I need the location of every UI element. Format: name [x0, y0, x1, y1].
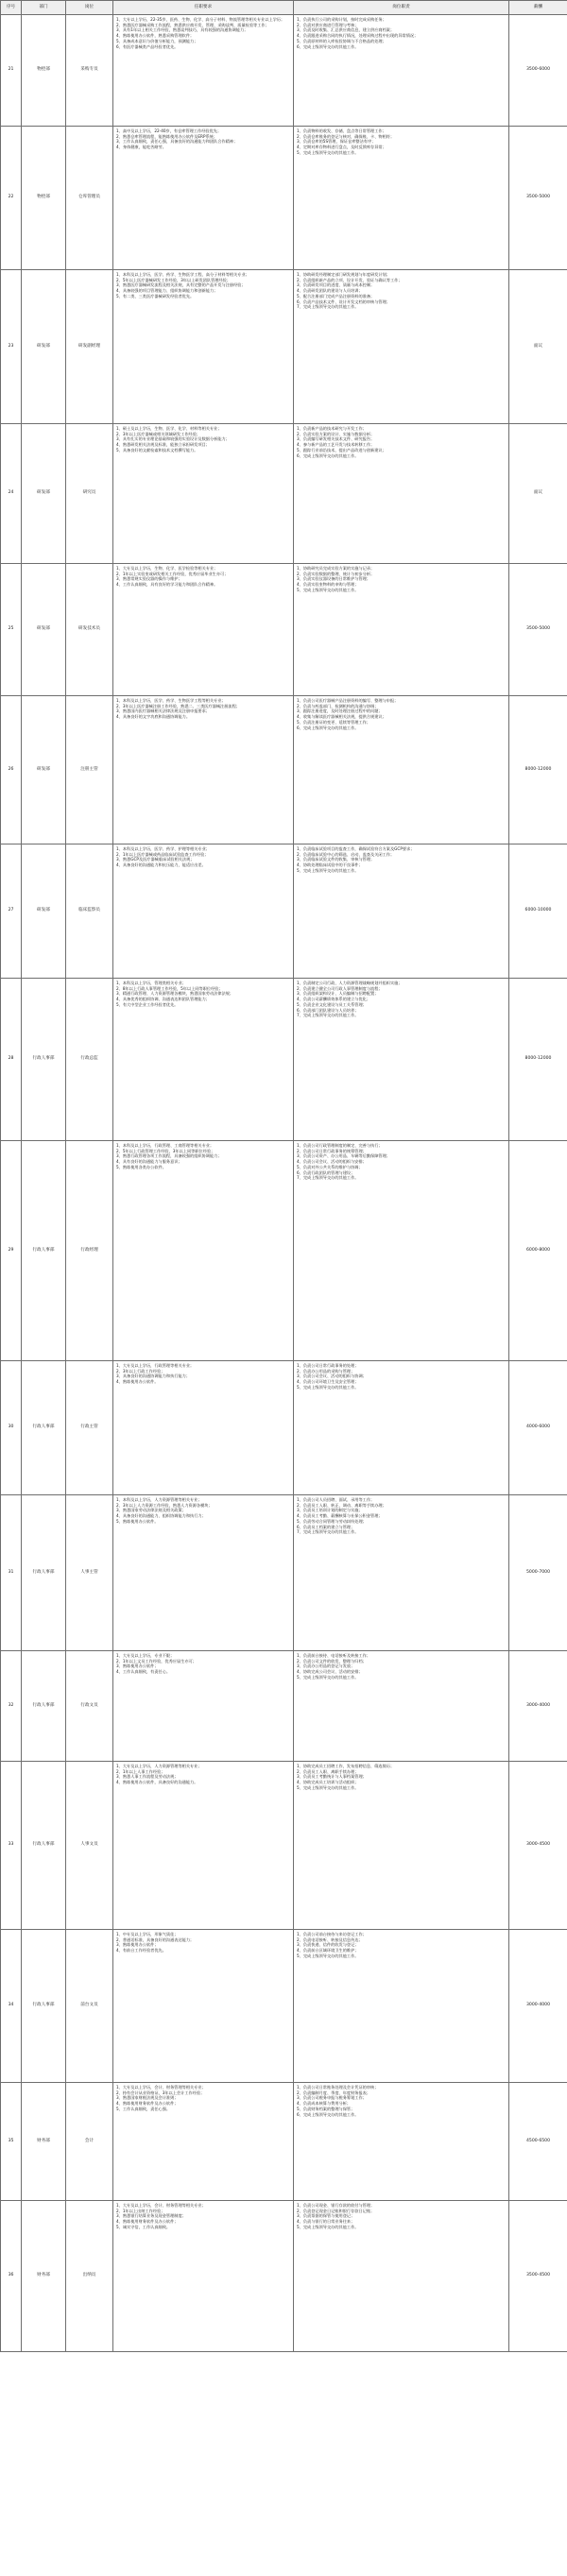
row-position: 出纳员 [66, 2201, 113, 2352]
row-number: 33 [1, 1762, 22, 1930]
row-position: 人事文员 [66, 1762, 113, 1930]
requirement-line: 4、工作认真细致，有责任心。 [116, 1669, 171, 1675]
table-row [1, 564, 567, 696]
requirement-line: 1、本科及以上学历，行政管理、工商管理等相关专业； [116, 1143, 215, 1148]
requirement-line: 1、大专及以上学历，生物、化学、医学检验等相关专业； [116, 566, 218, 571]
row-salary: 3000-4500 [509, 1762, 567, 1930]
row-department: 物控部 [22, 127, 66, 270]
table-row [1, 979, 567, 1141]
requirement-line: 1、中专及以上学历，形象气质佳； [116, 1932, 179, 1936]
duty-line: 1、协助完成员工招聘工作，发布招聘信息、筛选简历； [297, 1764, 395, 1768]
row-requirements [113, 844, 294, 979]
duty-line: 2、负责仓库账务的登记与核对，确保账、卡、物相符； [297, 133, 395, 139]
duty-line: 1、负责公司前台接待与来访登记工作； [297, 1932, 367, 1936]
duty-line: 3、负责组织架构设计、人员编制与招聘配置； [297, 991, 379, 997]
duty-line: 7、完成上级领导交办的其他工作。 [297, 1529, 359, 1535]
row-number: 21 [1, 15, 22, 127]
duty-line: 6、完成上级领导交办的其他工作。 [297, 725, 359, 730]
requirement-line: 2、熟悉医疗器械采购工作流程，熟悉供应商开发、管理、采购谈判、质量检验等工作； [116, 22, 269, 27]
duty-line: 3、负责编写研发相关技术文件、研究报告； [297, 436, 375, 442]
duty-line: 4、负责员工考勤、薪酬核算与社保公积金管理； [297, 1513, 383, 1519]
requirement-line: 2、1年以上医疗器械或药品临床试验监查工作经验； [116, 851, 209, 857]
row-duties [294, 979, 509, 1141]
duty-line: 1、协助研发经理制定部门研发规划与年度研发计划； [297, 272, 390, 277]
duty-line: 4、收集与解读医疗器械相关法规，提供合规建议； [297, 714, 387, 720]
requirement-line: 3、工作认真细致，责任心强，具备良好的沟通能力和团队合作精神； [116, 139, 238, 145]
duty-line: 5、负责注册证的变更、延续等管理工作； [297, 719, 371, 725]
duty-line: 4、负责公司环境卫生及安全管理； [297, 1379, 359, 1385]
row-requirements [113, 2083, 294, 2201]
row-department: 行政人事部 [22, 1361, 66, 1495]
duty-line: 5、完成上级领导交办的其他工作。 [297, 1953, 359, 1958]
requirement-line: 4、熟练使用财务软件及办公软件； [116, 2101, 179, 2107]
table-row [1, 844, 567, 979]
requirement-line: 3、熟悉医疗器械研发流程及相关法规，具有完整的产品开发与注册经验； [116, 282, 246, 288]
row-duties [294, 1495, 509, 1651]
duty-line: 3、负责及时收集、汇总供应商信息，建立供应商档案； [297, 27, 395, 33]
duty-line: 1、负责公司日常账务处理及会计凭证的审核； [297, 2085, 379, 2090]
duty-line: 2、负责组织新产品的立项、设计开发、验证与确认等工作； [297, 277, 403, 282]
row-department: 行政人事部 [22, 1762, 66, 1930]
duty-line: 4、负责公司薪酬绩效体系的建立与优化； [297, 997, 371, 1002]
duty-line: 2、负责电话接听、转接及信息传达； [297, 1936, 363, 1942]
requirement-line: 1、大专及以上学历，行政管理等相关专业； [116, 1363, 195, 1368]
duty-line: 1、负责前台接待、电话接听及转接工作； [297, 1653, 371, 1658]
row-position: 研发技术员 [66, 564, 113, 696]
row-requirements [113, 696, 294, 844]
row-duties [294, 696, 509, 844]
row-department: 行政人事部 [22, 979, 66, 1141]
duty-line: 5、完成上级领导交办的其他工作。 [297, 1674, 359, 1680]
requirement-line: 5、诚实守信，工作认真细致。 [116, 2224, 171, 2229]
row-salary: 3000-4000 [509, 1930, 567, 2083]
duty-line: 4、协助完成公司会议、活动的安排； [297, 1669, 363, 1675]
requirement-line: 4、身体健康，能吃苦耐劳。 [116, 145, 166, 150]
duty-line: 1、协助研究员完成实验方案的实施与记录； [297, 566, 375, 571]
row-number: 25 [1, 564, 22, 696]
duty-line: 2、负责实验方案的设计、实施与数据分析； [297, 431, 375, 436]
requirement-line: 4、具有良好的沟通能力与服务意识； [116, 1159, 182, 1165]
requirement-line: 1、高中及以上学历，22-40岁，有仓库管理工作经验优先； [116, 128, 222, 133]
row-requirements [113, 564, 294, 696]
duty-line: 6、完成上级领导交办的其他工作。 [297, 43, 359, 49]
header-no: 序号 [1, 1, 22, 15]
row-department: 行政人事部 [22, 1495, 66, 1651]
requirement-line: 2、3年以上医疗器械注册工作经验，熟悉二、三类医疗器械注册流程； [116, 703, 240, 708]
requirement-line: 1、硕士及以上学历，生物、医学、化学、材料等相关专业； [116, 426, 222, 431]
row-requirements [113, 15, 294, 127]
row-duties [294, 270, 509, 424]
duty-line: 5、负责财务档案的整理与保管； [297, 2106, 355, 2111]
duty-line: 3、负责办公用品的登记与发放； [297, 1663, 355, 1669]
row-number: 24 [1, 424, 22, 564]
row-position: 会计 [66, 2083, 113, 2201]
duty-line: 5、负责劳动合同管理与劳动纠纷处理； [297, 1518, 367, 1524]
duty-line: 2、负责实验数据的整理、统计与初步分析； [297, 571, 375, 576]
row-salary: 3500-4500 [509, 2201, 567, 2352]
row-salary: 8000-12000 [509, 696, 567, 844]
requirement-line: 5、有大中型企业工作经验者优先。 [116, 1001, 179, 1007]
duty-line: 3、负责实验仪器设备的日常维护与管理； [297, 576, 371, 582]
row-department: 物控部 [22, 15, 66, 127]
requirement-line: 2、1年以上人事工作经验； [116, 1768, 165, 1774]
row-department: 行政人事部 [22, 1651, 66, 1762]
duty-line: 3、负责员工培训计划的制定与实施； [297, 1508, 363, 1513]
row-department: 行政人事部 [22, 1141, 66, 1361]
requirement-line: 4、有前台工作经验者优先。 [116, 1948, 166, 1953]
row-requirements [113, 270, 294, 424]
duty-line: 1、负责执行公司的采购计划，按时完成采购任务； [297, 17, 387, 22]
requirement-line: 1、本科及以上学历，医学、药学、生物医学工程等相关专业； [116, 698, 226, 703]
duty-line: 1、负责公司现金、银行存款的收付与管理； [297, 2203, 375, 2208]
row-department: 行政人事部 [22, 1930, 66, 2083]
duty-line: 4、负责研发团队的建设与人员培训； [297, 288, 363, 294]
row-duties [294, 2201, 509, 2352]
duty-line: 4、参与新产品的工艺开发与技术转移工作； [297, 442, 375, 448]
requirement-line: 4、具备良好的沟通能力和抗压能力，能适应出差。 [116, 862, 206, 868]
row-requirements [113, 1361, 294, 1495]
duty-line: 6、完成上级领导交办的其他工作。 [297, 452, 359, 458]
requirement-line: 4、熟练使用办公软件，熟悉采购管理软件； [116, 33, 195, 39]
requirement-line: 4、具备优秀的组织协调、沟通表达和团队管理能力； [116, 997, 210, 1002]
requirement-line: 2、1年以上出纳工作经验； [116, 2208, 165, 2213]
duty-line: 5、完成上级领导交办的其他工作。 [297, 149, 359, 155]
row-number: 27 [1, 844, 22, 979]
requirement-line: 2、普通话标准，具备良好的沟通表达能力； [116, 1936, 195, 1942]
duty-line: 1、负责新产品的技术研究与开发工作； [297, 426, 367, 431]
row-position: 人事主管 [66, 1495, 113, 1651]
row-number: 28 [1, 979, 22, 1141]
table-row [1, 15, 567, 127]
requirement-line: 2、持有会计从业资格证，3年以上会计工作经验； [116, 2090, 205, 2095]
duty-line: 5、负责原材料的入库检验协调与不合格品的处理； [297, 38, 387, 43]
requirement-line: 3、熟悉常规实验仪器的操作与维护； [116, 576, 182, 582]
requirement-line: 5、熟练使用各类办公软件。 [116, 1164, 166, 1169]
requirement-line: 3、熟练使用办公软件； [116, 1663, 159, 1669]
duty-line: 5、完成上级领导交办的其他工作。 [297, 2224, 359, 2229]
row-duties [294, 1930, 509, 2083]
requirement-line: 4、工作认真细致，具有良好的学习能力和团队合作精神。 [116, 582, 218, 588]
table-row [1, 424, 567, 564]
row-number: 26 [1, 696, 22, 844]
row-department: 财务部 [22, 2083, 66, 2201]
row-duties [294, 1762, 509, 1930]
duty-line: 3、跟踪注册进度，及时处理注册过程中的问题； [297, 708, 383, 714]
duty-line: 5、完成上级领导交办的其他工作。 [297, 587, 359, 592]
row-number: 32 [1, 1651, 22, 1762]
duty-line: 2、负责与药监部门、检测机构的沟通与协调； [297, 703, 379, 708]
duty-line: 6、负责部门团队建设与人员培养； [297, 1007, 359, 1013]
row-salary: 3500-5000 [509, 564, 567, 696]
requirement-line: 1、大专以上学历，22-35岁，医药、生物、化学、高分子材料、物流管理等相关专业以上学历； [116, 17, 285, 22]
duty-line: 3、负责员工考勤统计与人事档案管理； [297, 1774, 367, 1780]
table-header-row [1, 1, 567, 15]
row-salary: 3000-4000 [509, 1651, 567, 1762]
duty-line: 2、负责临床试验中心的筛选、启动、监查及关闭工作； [297, 851, 395, 857]
duty-line: 6、负责员工档案的建立与管理； [297, 1524, 355, 1529]
row-salary: 6000-10000 [509, 844, 567, 979]
requirement-line: 5、有二类、三类医疗器械研发经验者优先。 [116, 293, 195, 299]
requirement-line: 3、熟练使用办公软件； [116, 1942, 159, 1948]
requirement-line: 1、大专及以上学历，专业不限； [116, 1653, 175, 1658]
requirement-line: 4、具备良好的沟通能力、组织协调能力和执行力； [116, 1513, 206, 1519]
requirement-line: 2、熟悉仓库管理流程，能熟练使用办公软件及ERP系统； [116, 133, 218, 139]
row-salary: 5000-7000 [509, 1495, 567, 1651]
duty-line: 6、负责产品技术文件、设计开发文档的审核与管理； [297, 299, 390, 304]
duty-line: 3、负责公司资产、办公用品、车辆等后勤保障管理； [297, 1153, 390, 1159]
row-duties [294, 564, 509, 696]
row-duties [294, 15, 509, 127]
requirement-line: 2、3年以上行政工作经验； [116, 1368, 165, 1373]
row-requirements [113, 979, 294, 1141]
duty-line: 5、跟踪行业前沿技术，提出产品改进与创新建议； [297, 447, 387, 452]
duty-line: 5、完成上级领导交办的其他工作。 [297, 1784, 359, 1790]
row-salary: 4000-6000 [509, 1361, 567, 1495]
requirement-line: 2、1年以上文员工作经验，优秀应届生亦可； [116, 1658, 197, 1663]
duty-line: 2、负责办公用品的采购与管理； [297, 1368, 355, 1373]
row-requirements [113, 1141, 294, 1361]
requirement-line: 2、3年以上人力资源工作经验，熟悉人力资源各模块； [116, 1502, 213, 1508]
duty-line: 2、负责公司文件的收发、整理与归档； [297, 1658, 367, 1663]
duty-line: 3、负责公司会议、活动的组织与协调； [297, 1373, 367, 1379]
requirement-line: 5、熟练使用办公软件。 [116, 1518, 159, 1524]
requirement-line: 6、有医疗器械类产品经验者优先。 [116, 43, 179, 49]
row-position: 行政主管 [66, 1361, 113, 1495]
row-number: 34 [1, 1930, 22, 2083]
header-post: 岗位 [66, 1, 113, 15]
row-salary: 3500-6000 [509, 15, 567, 127]
header-duties: 岗位职责 [294, 1, 509, 15]
duty-line: 6、负责行政团队的管理与建设； [297, 1169, 355, 1175]
row-salary: 6000-8000 [509, 1141, 567, 1361]
duty-line: 5、负责对外公共关系的维护与协调； [297, 1164, 363, 1169]
duty-line: 7、完成上级领导交办的其他工作。 [297, 1013, 359, 1018]
row-requirements [113, 2201, 294, 2352]
duty-line: 2、负责登记现金日记账和银行存款日记账； [297, 2208, 375, 2213]
duty-line: 3、负责公司税务申报与税务筹划工作； [297, 2095, 367, 2101]
row-salary: 面议 [509, 270, 567, 424]
row-requirements [113, 1930, 294, 2083]
duty-line: 2、负责员工入职、离职手续办理； [297, 1768, 359, 1774]
table-row [1, 2201, 567, 2352]
duty-line: 4、负责成本核算与费用分析； [297, 2101, 352, 2107]
duty-line: 5、配合注册部门完成产品注册资料的准备； [297, 293, 375, 299]
row-requirements [113, 1651, 294, 1762]
requirement-line: 3、精通行政管理、人力资源管理各模块，熟悉国家劳动法律法规； [116, 991, 234, 997]
row-position: 行政总监 [66, 979, 113, 1141]
row-number: 31 [1, 1495, 22, 1651]
row-duties [294, 1651, 509, 1762]
row-position: 行政经理 [66, 1141, 113, 1361]
row-department: 研发部 [22, 844, 66, 979]
duty-line: 4、负责前台区域环境卫生的维护； [297, 1948, 359, 1953]
requirement-line: 3、熟悉国家财税法规及会计准则； [116, 2095, 179, 2101]
table-body [1, 15, 567, 2352]
table-row [1, 1141, 567, 1361]
row-duties [294, 424, 509, 564]
table-row [1, 696, 567, 844]
duty-line: 6、完成上级领导交办的其他工作。 [297, 2111, 359, 2117]
row-number: 23 [1, 270, 22, 424]
row-position: 采购专员 [66, 15, 113, 127]
duty-line: 1、负责制定公司行政、人力资源管理战略规划并组织实施； [297, 981, 403, 985]
duty-line: 1、负责公司日常行政事务的处理； [297, 1363, 359, 1368]
requirement-line: 1、本科及以上学历，管理类相关专业； [116, 981, 186, 985]
requirement-line: 3、熟悉行政管理各项工作流程，具备较强的组织协调能力； [116, 1153, 222, 1159]
row-position: 行政文员 [66, 1651, 113, 1762]
duty-line: 4、负责实验室物料的申购与管理； [297, 582, 359, 588]
requirement-line: 5、具备成本意识与价值分析能力，预测能力； [116, 38, 198, 43]
requirement-line: 3、具有1年以上相关工作经验，熟悉谈判技巧，具有较强的沟通协调能力； [116, 27, 249, 33]
table-row [1, 1930, 567, 2083]
requirement-line: 1、本科及以上学历，医学、药学、生物医学工程、高分子材料等相关专业； [116, 272, 249, 277]
table-row [1, 127, 567, 270]
row-salary: 4500-6500 [509, 2083, 567, 2201]
row-number: 29 [1, 1141, 22, 1361]
requirement-line: 4、熟练使用办公软件。 [116, 1379, 159, 1385]
duty-line: 3、负责快递、信件的收发与登记； [297, 1942, 359, 1948]
requirement-line: 2、5年以上行政管理工作经验，3年以上同等职位经验； [116, 1148, 215, 1153]
requirement-line: 1、大专及以上学历，人力资源管理等相关专业； [116, 1764, 202, 1768]
requirement-line: 3、具备良好的沟通协调能力和执行能力； [116, 1373, 191, 1379]
requirement-line: 2、3年以上医疗器械或相关领域研发工作经验； [116, 431, 201, 436]
row-number: 22 [1, 127, 22, 270]
header-requirements: 任职要求 [113, 1, 294, 15]
row-department: 研发部 [22, 424, 66, 564]
requirement-line: 1、大专及以上学历，会计、财务管理等相关专业； [116, 2203, 206, 2208]
duty-line: 1、负责物料的收发、存储、盘点等日常管理工作； [297, 128, 387, 133]
row-position: 临床监察员 [66, 844, 113, 979]
requirement-line: 2、8年以上行政人事管理工作经验，5年以上同等职位经验； [116, 985, 223, 991]
table-row [1, 270, 567, 424]
requirement-line: 4、熟悉研发相关法规及标准，能独立承担研发项目； [116, 442, 210, 448]
duty-line: 4、协助处理临床试验中的不良事件； [297, 862, 363, 868]
duty-line: 3、负责研发项目的进度、质量与成本控制； [297, 282, 375, 288]
requirement-line: 4、具备良好的文字功底和沟通协调能力。 [116, 714, 191, 720]
row-requirements [113, 1495, 294, 1651]
duty-line: 3、负责仓库的5S管理，保证仓库整洁有序； [297, 139, 376, 145]
row-duties [294, 1361, 509, 1495]
row-department: 财务部 [22, 2201, 66, 2352]
duty-line: 1、负责临床试验项目的监查工作，确保试验符合方案及GCP要求； [297, 846, 415, 851]
row-salary: 8000-12000 [509, 979, 567, 1141]
row-number: 36 [1, 2201, 22, 2352]
requirement-line: 1、本科及以上学历，医学、药学、护理等相关专业； [116, 846, 210, 851]
row-position: 研究员 [66, 424, 113, 564]
table-row [1, 2083, 567, 2201]
requirement-line: 4、熟练使用财务软件及办公软件； [116, 2219, 179, 2225]
requirement-line: 3、熟悉国内医疗器械相关法律法规及注册申报要求； [116, 708, 210, 714]
header-salary: 薪酬 [509, 1, 567, 15]
row-duties [294, 2083, 509, 2201]
row-department: 研发部 [22, 270, 66, 424]
row-duties [294, 844, 509, 979]
table-row [1, 1495, 567, 1651]
duty-line: 1、负责公司行政管理制度的制定、完善与执行； [297, 1143, 383, 1148]
requirement-line: 5、工作认真细致，责任心强。 [116, 2106, 171, 2111]
row-duties [294, 1141, 509, 1361]
duty-line: 7、完成上级领导交办的其他工作。 [297, 1175, 359, 1181]
duty-line: 3、负责票据的保管与使用登记； [297, 2213, 355, 2219]
table-row [1, 1651, 567, 1762]
row-position: 前台文员 [66, 1930, 113, 2083]
requirement-line: 3、熟悉银行结算业务及现金管理制度； [116, 2213, 186, 2219]
duty-line: 7、完成上级领导交办的其他工作。 [297, 304, 359, 310]
row-duties [294, 127, 509, 270]
duty-line: 4、负责跟进采购合同的执行情况，处理采购过程中出现的异常情况； [297, 33, 419, 39]
duty-line: 5、完成上级领导交办的其他工作。 [297, 867, 359, 873]
row-requirements [113, 424, 294, 564]
requirement-line: 5、具备良好的文献检索和技术文档撰写能力。 [116, 447, 198, 452]
requirement-line: 3、熟悉人事工作流程及劳动法规； [116, 1774, 179, 1780]
requirement-line: 2、5年以上医疗器械研发工作经验，3年以上研发团队管理经验； [116, 277, 232, 282]
row-salary: 3500-5000 [509, 127, 567, 270]
header-dept: 部门 [22, 1, 66, 15]
requirement-line: 4、熟练使用办公软件，具备良好的沟通能力。 [116, 1780, 198, 1785]
duty-line: 5、完成上级领导交办的其他工作。 [297, 1384, 359, 1390]
duty-line: 1、负责公司人员招聘、面试、录用等工作； [297, 1497, 375, 1502]
duty-line: 4、协助完成员工培训与活动组织； [297, 1780, 359, 1785]
requirement-line: 1、本科及以上学历，人力资源管理等相关专业； [116, 1497, 202, 1502]
duty-line: 4、定期对库存物料进行盘点，及时反馈库存异常； [297, 145, 387, 150]
duty-line: 2、负责编制月度、季度、年度财务报表； [297, 2090, 371, 2095]
requirement-line: 2、1年以上实验室或研发相关工作经验，优秀应届毕业生亦可； [116, 571, 229, 576]
requirement-line: 1、大专及以上学历，会计、财务管理等相关专业； [116, 2085, 206, 2090]
duty-line: 3、负责临床试验文件的收集、审核与管理； [297, 857, 375, 862]
row-department: 研发部 [22, 564, 66, 696]
requirement-line: 4、具备较强的项目管理能力、组织协调能力和创新能力； [116, 288, 218, 294]
duty-line: 2、负责对供应商进行管理与考核； [297, 22, 359, 27]
duty-line: 4、负责与银行的日常业务往来； [297, 2219, 355, 2225]
row-number: 35 [1, 2083, 22, 2201]
duty-line: 2、负责公司日常行政事务的统筹管理； [297, 1148, 367, 1153]
row-position: 仓库管理员 [66, 127, 113, 270]
row-number: 30 [1, 1361, 22, 1495]
requirement-line: 3、具有扎实的专业理论基础和较强的实验设计及数据分析能力； [116, 436, 230, 442]
duty-line: 1、负责公司医疗器械产品注册资料的编写、整理与申报； [297, 698, 399, 703]
requirement-line: 3、熟悉国家劳动法律法规及相关政策； [116, 1508, 186, 1513]
duty-line: 5、负责企业文化建设与员工关系管理； [297, 1001, 367, 1007]
duty-line: 2、负责员工入职、转正、调动、离职等手续办理； [297, 1502, 387, 1508]
row-requirements [113, 1762, 294, 1930]
row-position: 研发副经理 [66, 270, 113, 424]
row-position: 注册主管 [66, 696, 113, 844]
table-row [1, 1361, 567, 1495]
requirement-line: 3、熟悉GCP及医疗器械临床试验相关法规； [116, 857, 195, 862]
row-requirements [113, 127, 294, 270]
row-salary: 面议 [509, 424, 567, 564]
table-row [1, 1762, 567, 1930]
row-department: 研发部 [22, 696, 66, 844]
duty-line: 2、负责建立健全公司行政人事管理制度与流程； [297, 985, 383, 991]
duty-line: 4、负责公司会议、活动的组织与安排； [297, 1159, 367, 1165]
